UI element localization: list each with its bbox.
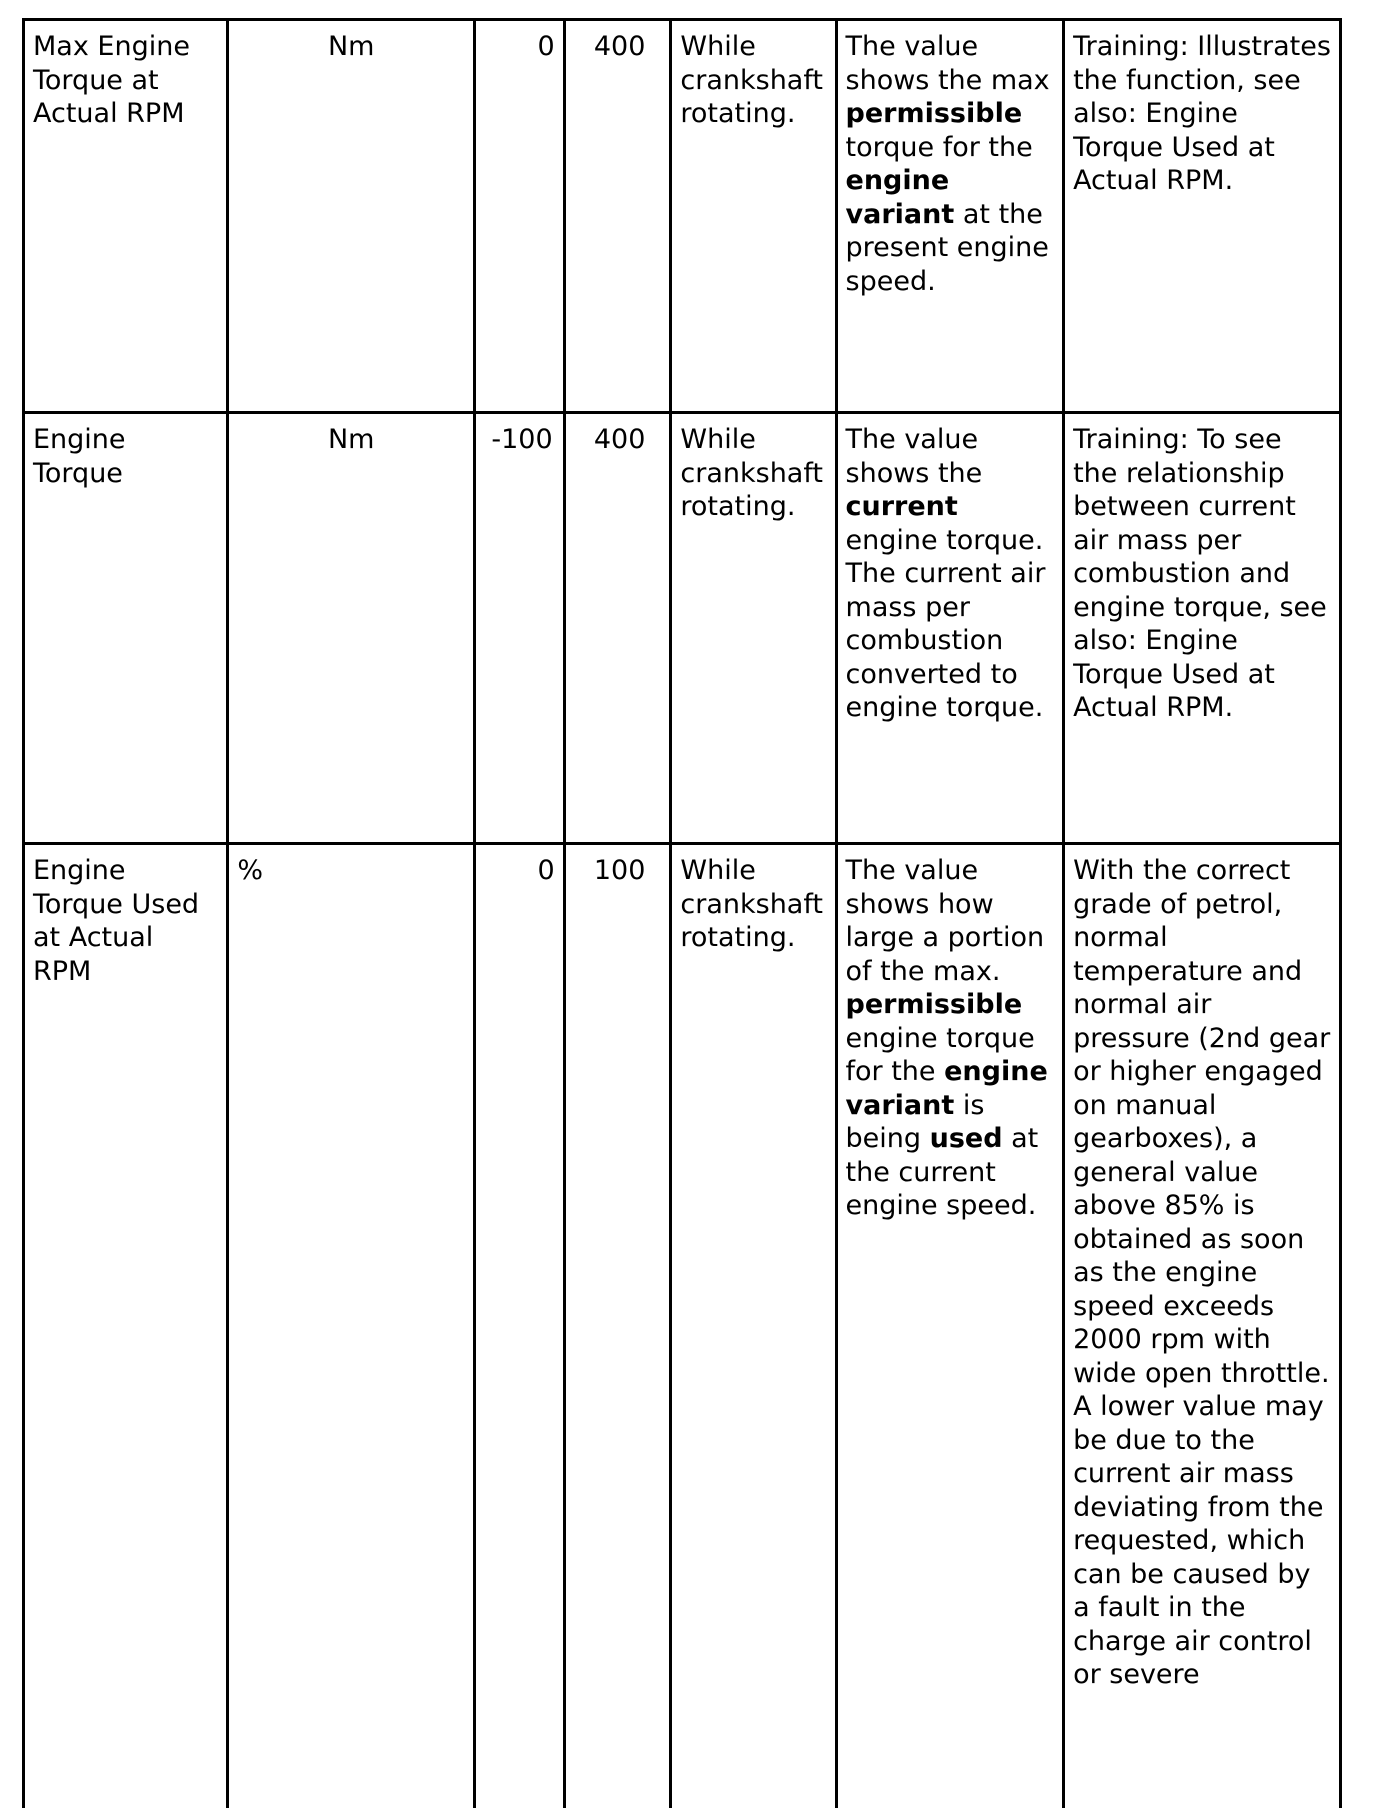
parameter-min: 0 (475, 20, 565, 413)
parameter-unit: Nm (228, 20, 475, 413)
parameter-max: 400 (564, 20, 671, 413)
description-text: engine torque for the (845, 1022, 1035, 1087)
emphasis-text: engine variant (845, 165, 955, 230)
parameter-max: 100 (564, 844, 671, 1808)
parameter-name: Engine Torque (24, 413, 228, 844)
description-text: torque for the (845, 131, 1033, 163)
emphasis-text: current (845, 491, 958, 522)
description-text: The value shows how large a portion of the max. (845, 855, 1045, 987)
parameter-notes: With the correct grade of petrol, normal temperature and normal air pressure (2nd gear or higher engaged on manual gearboxes), a general value above 85% is obtained as soon as the engine speed exceeds 2000 rpm with wide open throttle. A lower value may be due to the current air mass deviating from the requested, which can be caused by a fault in the charge air control or severe (1064, 844, 1341, 1808)
description-text: engine torque. The current air mass per combustion converted to engine torque. (845, 524, 1046, 723)
emphasis-text: engine variant (845, 1056, 1048, 1121)
table-row (24, 20, 1341, 413)
description-text: The value shows the (845, 424, 983, 489)
description-text: at the present engine speed. (845, 198, 1049, 297)
parameter-unit: Nm (228, 413, 475, 844)
table-row (24, 413, 1341, 844)
parameter-condition: While crankshaft rotating. (671, 844, 836, 1808)
parameter-max: 400 (564, 413, 671, 844)
parameter-notes: Training: To see the relationship between current air mass per combustion and engine torque, see also: Engine Torque Used at Actual RPM. (1064, 413, 1341, 844)
description-text: The value shows the max (845, 31, 1050, 96)
table-row (24, 844, 1341, 1808)
parameter-condition: While crankshaft rotating. (671, 20, 836, 413)
parameter-notes: Training: Illustrates the function, see also: Engine Torque Used at Actual RPM. (1064, 20, 1341, 413)
parameter-min: 0 (475, 844, 565, 1808)
parameter-unit: % (228, 844, 475, 1808)
parameter-description (836, 413, 1064, 844)
emphasis-text: permissible (845, 989, 1023, 1020)
description-text: at the current engine speed. (845, 1123, 1039, 1221)
parameter-condition: While crankshaft rotating. (671, 413, 836, 844)
parameter-name: Engine Torque Used at Actual RPM (24, 844, 228, 1808)
parameter-description (836, 20, 1064, 413)
emphasis-text: used (929, 1123, 1003, 1154)
parameter-min: -100 (475, 413, 565, 844)
description-text: is being (845, 1089, 985, 1154)
parameter-table (22, 18, 1342, 1808)
parameter-name: Max Engine Torque at Actual RPM (24, 20, 228, 413)
emphasis-text: permissible (845, 98, 1023, 129)
parameter-description (836, 844, 1064, 1808)
